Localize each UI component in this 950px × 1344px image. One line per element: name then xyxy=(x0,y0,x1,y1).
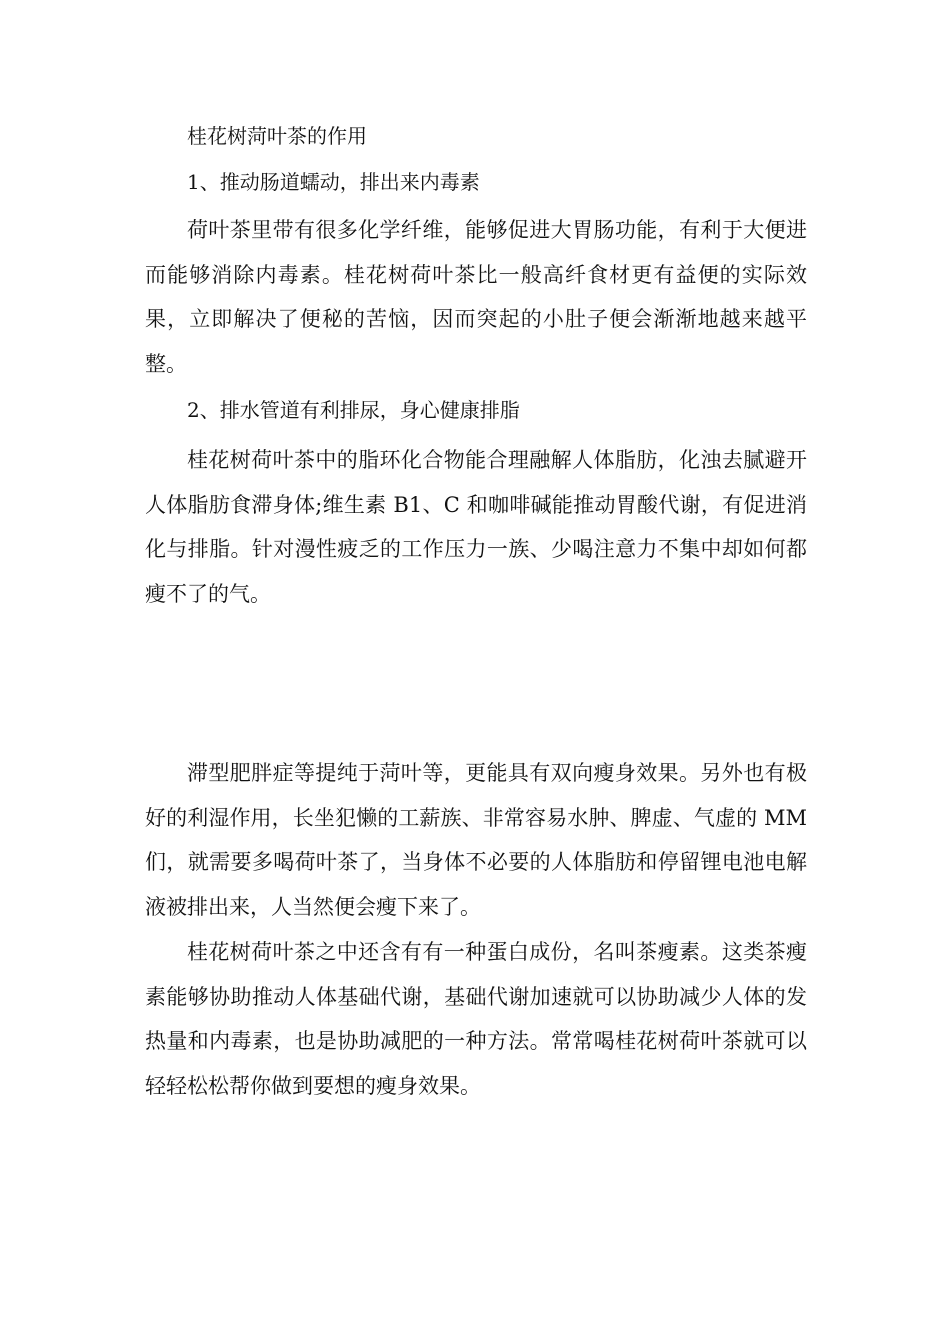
section-2-paragraph: 桂花树荷叶茶中的脂环化合物能合理融解人体脂肪，化浊去腻避开人体脂肪食滞身体;维生素 B1、C 和咖啡碱能推动胃酸代谢，有促进消化与排脂。针对漫性疲乏的工作压力一族、少喝注意力不集中却如何都瘦不了的气。 xyxy=(145,448,807,606)
section-1-paragraph-block xyxy=(145,208,807,386)
section-1-paragraph: 荷叶茶里带有很多化学纤维，能够促进大胃肠功能，有利于大便进而能够消除内毒素。桂花树荷叶茶比一般高纤食材更有益便的实际效果，立即解决了便秘的苦恼，因而突起的小肚子便会渐渐地越来越平整。 xyxy=(145,218,807,376)
section-3-paragraph-2-block xyxy=(145,930,807,1108)
section-2-heading: 2、排水管道有利排尿，身心健康排脂 xyxy=(187,398,520,422)
document-title: 桂花树菏叶茶的作用 xyxy=(187,124,367,148)
section-2-heading-block xyxy=(145,395,807,425)
title-block xyxy=(145,121,807,151)
section-1-heading-block xyxy=(145,167,807,197)
section-3-paragraph-2: 桂花树荷叶茶之中还含有有一种蛋白成份，名叫茶瘦素。这类茶瘦素能够协助推动人体基础代谢，基础代谢加速就可以协助减少人体的发热量和内毒素，也是协助减肥的一种方法。常常喝桂花树荷叶茶就可以轻轻松松帮你做到要想的瘦身效果。 xyxy=(145,940,807,1098)
section-2-paragraph-block xyxy=(145,438,807,616)
section-3-paragraph-1: 滞型肥胖症等提纯于菏叶等，更能具有双向瘦身效果。另外也有极好的利湿作用，长坐犯懒的工薪族、非常容易水肿、脾虚、气虚的 MM 们，就需要多喝荷叶茶了，当身体不必要的人体脂肪和停留锂电池电解液被排出来，人当然便会瘦下来了。 xyxy=(145,761,807,919)
section-1-heading: 1、推动肠道蠕动，排出来内毒素 xyxy=(187,170,480,194)
section-3-paragraph-1-block xyxy=(145,751,807,929)
